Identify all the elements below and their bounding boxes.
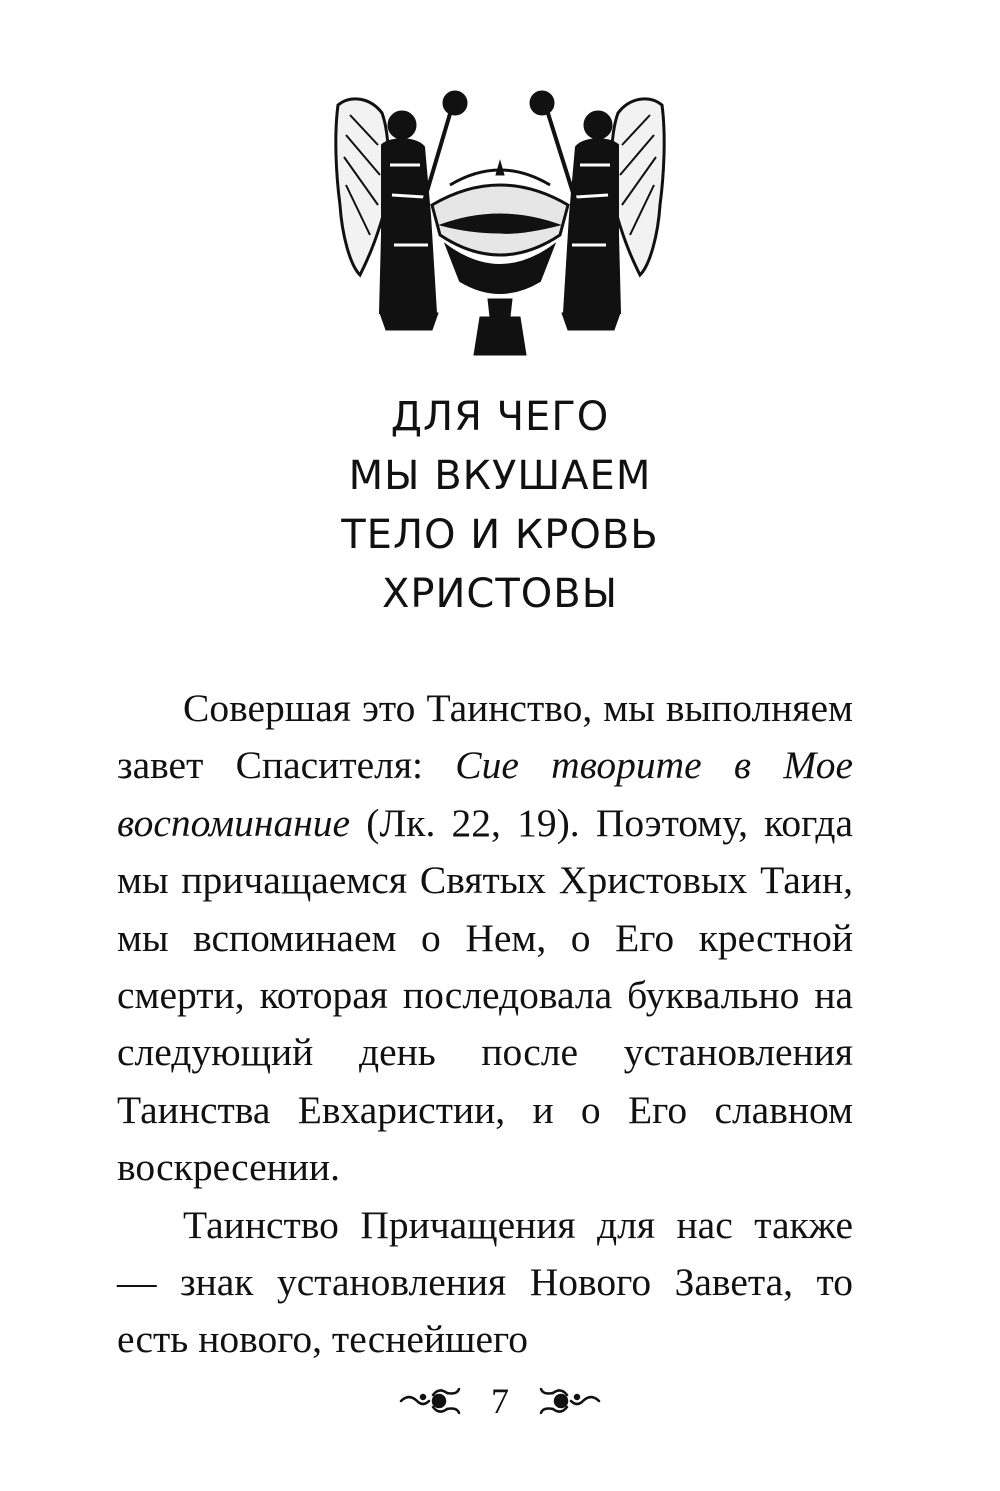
page-footer bbox=[300, 1378, 700, 1424]
right-ornament-icon bbox=[531, 1385, 601, 1417]
title-line: ДЛЯ ЧЕГО bbox=[390, 394, 610, 440]
body-text bbox=[117, 680, 853, 1369]
page-number: 7 bbox=[491, 1381, 509, 1421]
chapter-title bbox=[100, 388, 900, 624]
scripture-quote: Сие творите в Мое воспоминание bbox=[117, 743, 853, 845]
title-line: ХРИСТОВЫ bbox=[381, 571, 619, 617]
paragraph bbox=[117, 680, 853, 1197]
paragraph-text: (Лк. 22, 19). Поэтому, когда мы причащаемся Святых Христовых Таин, мы вспоминаем о Нем, о Его крестной смерти, которая последовала буквально на следующий день после установления Таинства Евхаристии, и о Его славном воскресении. bbox=[117, 800, 853, 1190]
title-line: МЫ ВКУШАЕМ bbox=[348, 453, 652, 499]
title-line: ТЕЛО И КРОВЬ bbox=[341, 512, 659, 558]
left-ornament-icon bbox=[399, 1385, 469, 1417]
paragraph-text: Совершая это Таинство, мы выполняем завет Спасителя: bbox=[117, 686, 853, 788]
angels-with-chalice-icon bbox=[320, 85, 680, 360]
paragraph: Таинство Причащения для нас также — знак установления Нового Завета, то есть нового, теснейшего bbox=[117, 1202, 853, 1362]
